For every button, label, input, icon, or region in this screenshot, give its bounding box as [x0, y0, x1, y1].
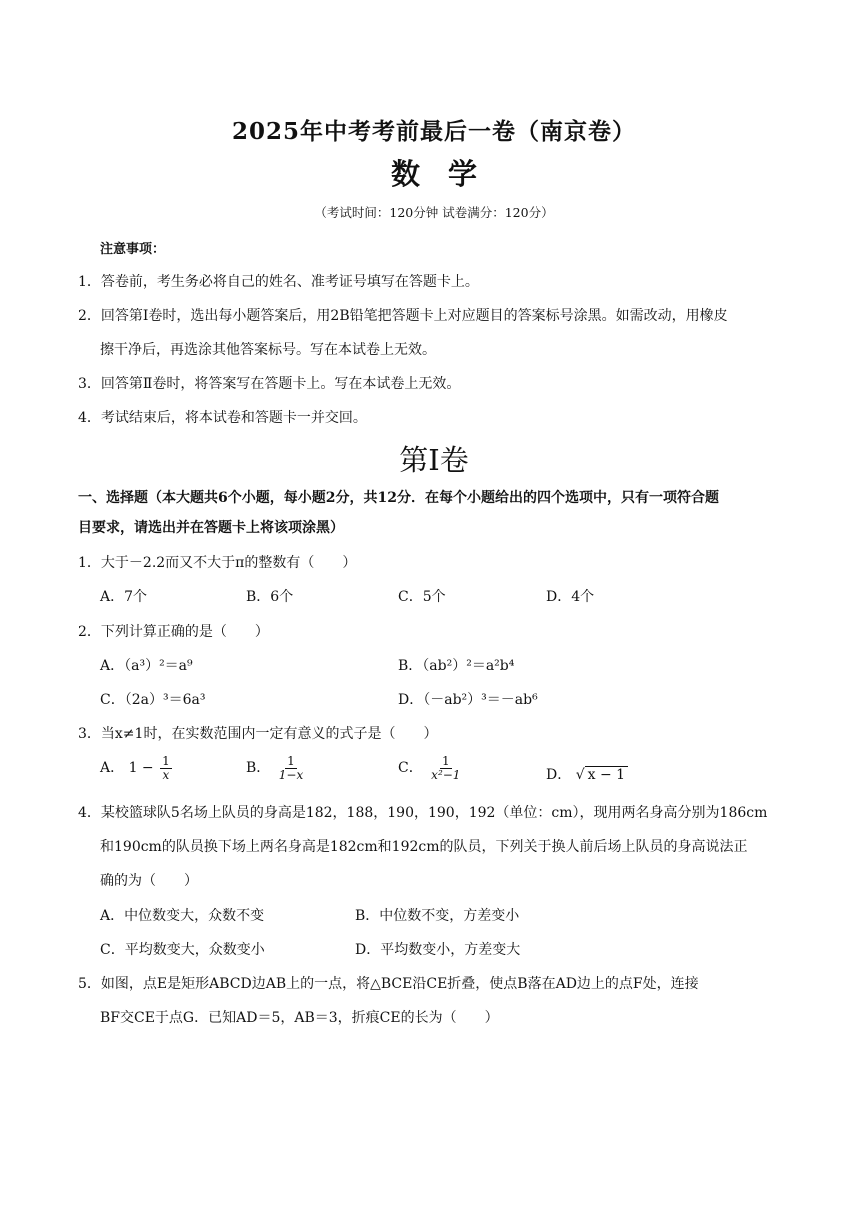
question-stem: 1．大于－2.2而又不大于π的整数有（ ）: [78, 555, 357, 571]
notice-item: 2．回答第Ⅰ卷时，选出每小题答案后，用2B铅笔把答题卡上对应题目的答案标号涂黑。如需改动，用橡皮: [78, 308, 728, 324]
option-b: B．中位数不变，方差变小: [355, 908, 520, 924]
fraction: [160, 755, 172, 781]
exam-info: （考试时间：120分钟 试卷满分：120分）: [314, 205, 554, 220]
fraction: [429, 755, 462, 781]
option-c: C．5个: [398, 589, 446, 605]
math-prefix: 1 −: [128, 760, 154, 777]
numerator: 1: [162, 754, 170, 768]
exam-title: 2025年中考考前最后一卷（南京卷）: [231, 118, 636, 145]
radicand: x − 1: [585, 766, 628, 783]
notice-item: 1．答卷前，考生务必将自己的姓名、准考证号填写在答题卡上。: [78, 274, 479, 290]
option-b: B．6个: [246, 589, 294, 605]
question-stem: 3．当x≠1时，在实数范围内一定有意义的式子是（ ）: [78, 726, 438, 742]
notice-item: 4．考试结束后，将本试卷和答题卡一并交回。: [78, 410, 367, 426]
volume-title: 第Ⅰ卷: [399, 443, 469, 477]
option-b: B．（ab²）²＝a²b⁴: [398, 658, 515, 674]
denominator: x: [162, 767, 170, 782]
question-stem: 确的为（ ）: [100, 873, 198, 889]
option-d: D．平均数变小，方差变大: [355, 942, 521, 958]
option-label: A．: [100, 760, 125, 777]
option-a: A．7个: [100, 589, 148, 605]
section-heading: 一、选择题（本大题共6个小题，每小题2分，共12分．在每个小题给出的四个选项中，只有一项符合题: [78, 490, 719, 506]
numerator: 1: [441, 754, 450, 768]
question-stem: BF交CE于点G．已知AD＝5，AB＝3，折痕CE的长为（ ）: [100, 1010, 499, 1026]
option-c: C．（2a）³＝6a³: [100, 692, 206, 708]
question-stem: 4．某校篮球队5名场上队员的身高是182，188，190，190，192（单位：cm），现用两名身高分别为186cm: [78, 805, 768, 821]
subject-title: 数学: [390, 157, 505, 191]
section-heading: 目要求，请选出并在答题卡上将该项涂黑）: [78, 520, 344, 536]
option-a: A．（a³）²＝a⁹: [100, 658, 193, 674]
option-b: [246, 755, 307, 781]
question-stem: 5．如图，点E是矩形ABCD边AB上的一点，将△BCE沿CE折叠，使点B落在AD边上的点F处，连接: [78, 976, 699, 992]
denominator: 1−x: [278, 767, 304, 782]
option-a: A．中位数变大，众数不变: [100, 908, 265, 924]
question-stem: 和190cm的队员换下场上两名身高是182cm和192cm的队员，下列关于换人前后场上队员的身高说法正: [100, 839, 748, 855]
square-root: √ x − 1: [576, 766, 628, 783]
option-d: D．4个: [546, 589, 595, 605]
option-d: D．（－ab²）³＝－ab⁶: [398, 692, 538, 708]
numerator: 1: [287, 754, 295, 768]
notice-heading: 注意事项：: [100, 242, 166, 257]
option-label: C．: [398, 760, 423, 777]
question-stem: 2．下列计算正确的是（ ）: [78, 624, 269, 640]
option-label: D．: [546, 767, 572, 783]
option-a: [100, 755, 174, 781]
option-c: C．平均数变大，众数变小: [100, 942, 265, 958]
option-c: [398, 755, 464, 781]
option-label: B．: [246, 760, 271, 777]
fraction: [277, 755, 305, 781]
option-d: [546, 764, 628, 784]
notice-item: 擦干净后，再选涂其他答案标号。写在本试卷上无效。: [100, 342, 436, 358]
denominator: x²−1: [431, 767, 461, 782]
notice-item: 3．回答第Ⅱ卷时，将答案写在答题卡上。写在本试卷上无效。: [78, 376, 461, 392]
